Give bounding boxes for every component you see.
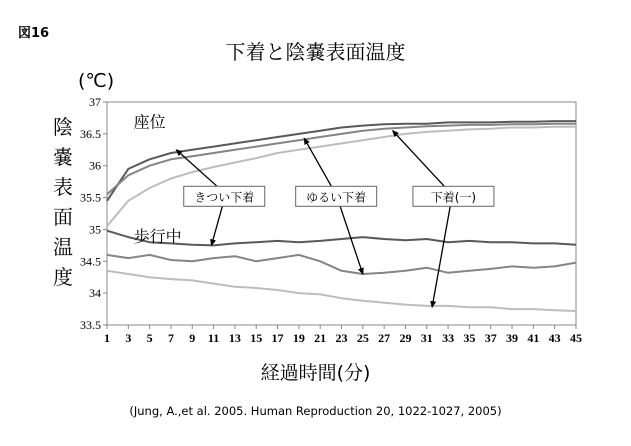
- x-tick-label: 27: [378, 331, 391, 345]
- x-tick-label: 37: [484, 331, 497, 345]
- x-tick-label: 21: [314, 331, 327, 345]
- x-tick-label: 7: [167, 331, 174, 345]
- phase-label: 歩行中: [133, 227, 182, 247]
- x-tick-label: 17: [271, 331, 284, 345]
- y-tick-label: 34.5: [80, 254, 101, 269]
- y-tick-label: 33.5: [80, 318, 101, 332]
- y-tick-label: 37: [89, 95, 101, 109]
- annotations: [176, 131, 494, 307]
- plot-frame: [107, 102, 576, 325]
- series-line-none: [107, 271, 576, 311]
- x-tick-label: 15: [250, 331, 263, 345]
- series-line-loose: [107, 124, 576, 195]
- y-tick-label: 35: [89, 222, 101, 237]
- figure-number: 図16: [18, 26, 50, 41]
- y-axis-unit: (℃): [78, 70, 115, 92]
- annotation-label: きつい下着: [194, 190, 255, 205]
- series-line-loose: [107, 255, 576, 274]
- annotation-arrow: [393, 131, 445, 187]
- x-tick-label: 5: [146, 331, 153, 345]
- x-tick-label: 43: [548, 331, 561, 345]
- x-tick-label: 9: [189, 331, 196, 345]
- series-group: [107, 121, 576, 311]
- annotation-arrow: [211, 206, 222, 245]
- annotation-label: 下着(一): [430, 190, 477, 205]
- phase-label: 座位: [133, 112, 166, 132]
- x-tick-label: 11: [207, 331, 220, 345]
- y-tick-label: 36: [89, 158, 101, 173]
- y-axis-label: 陰嚢表面温度: [53, 115, 73, 289]
- x-tick-label: 13: [228, 331, 241, 345]
- x-tick-label: 1: [104, 331, 110, 345]
- y-tick-label: 36.5: [80, 126, 101, 141]
- axis-ticks: [80, 95, 582, 345]
- x-tick-label: 35: [463, 331, 476, 345]
- x-tick-label: 33: [442, 331, 455, 345]
- phase-labels: [134, 112, 182, 246]
- x-axis-label: 経過時間(分): [260, 362, 371, 384]
- y-tick-label: 35.5: [80, 190, 101, 205]
- annotation-label: ゆるい下着: [306, 190, 367, 205]
- x-tick-label: 3: [125, 331, 132, 345]
- citation: (Jung, A.,et al. 2005. Human Reproduction 20, 1022-1027, 2005): [129, 404, 502, 418]
- annotation-arrow: [432, 206, 450, 307]
- x-tick-label: 39: [506, 331, 519, 345]
- x-tick-label: 23: [335, 331, 348, 345]
- x-tick-label: 29: [399, 331, 412, 345]
- x-tick-label: 31: [420, 331, 433, 345]
- x-tick-label: 19: [292, 331, 305, 345]
- x-tick-label: 25: [356, 331, 369, 345]
- annotation-arrow: [340, 206, 363, 274]
- chart-title: 下着と陰嚢表面温度: [225, 40, 406, 64]
- x-tick-label: 45: [570, 331, 582, 345]
- x-tick-label: 41: [527, 331, 540, 345]
- y-tick-label: 34: [89, 286, 101, 301]
